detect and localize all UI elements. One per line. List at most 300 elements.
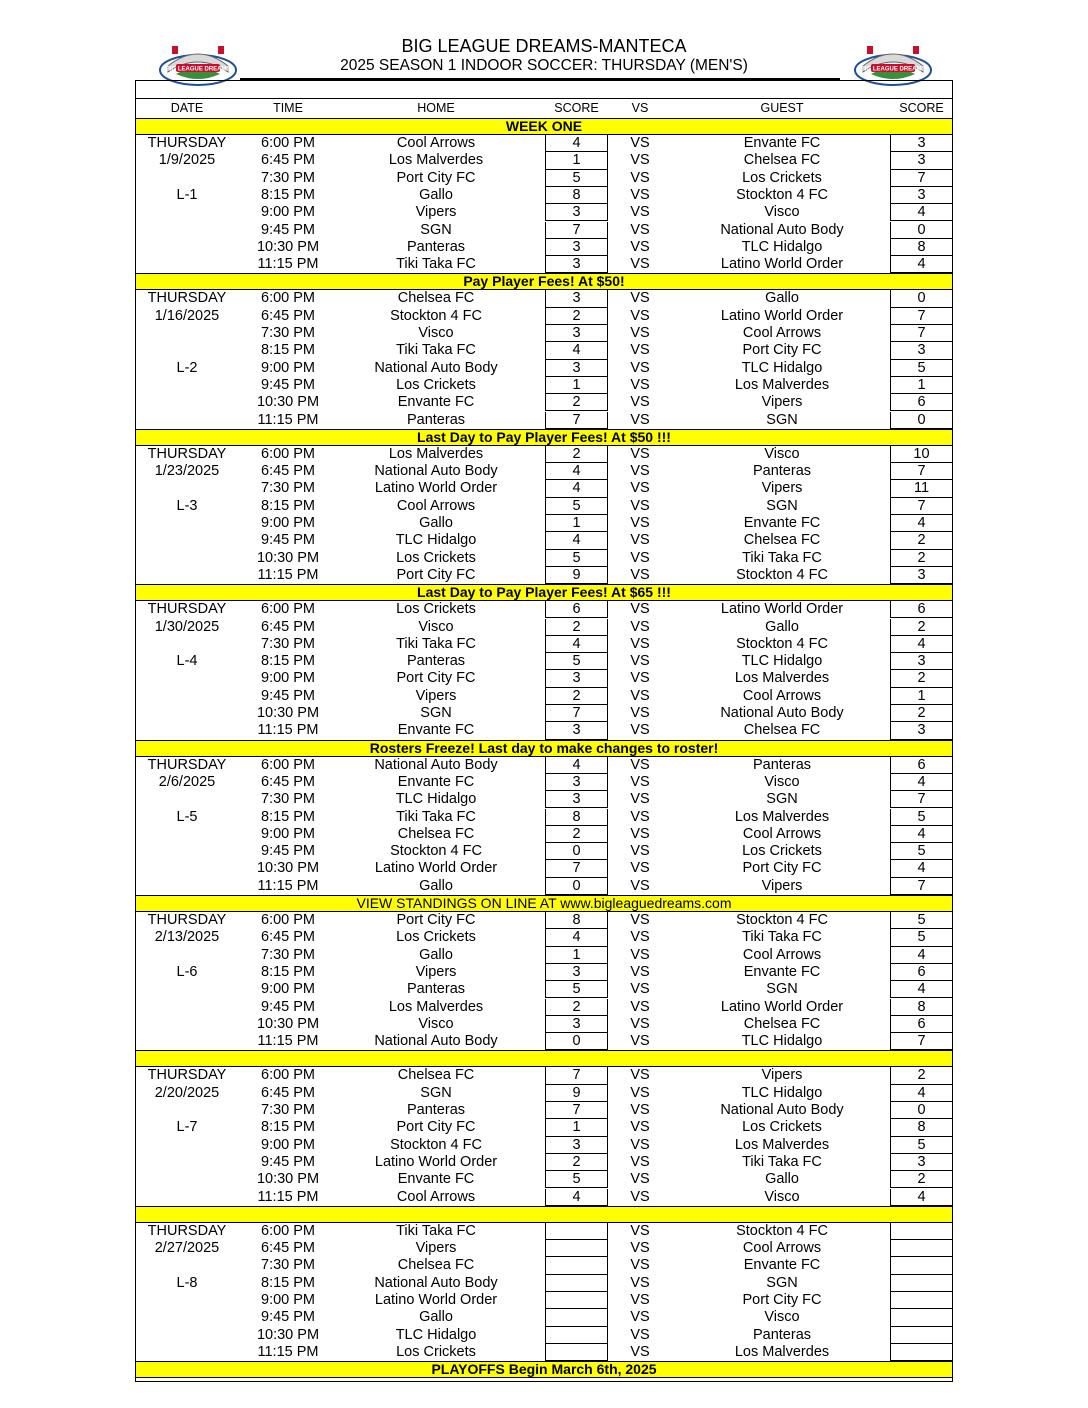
time-cell: 10:30 PM <box>256 860 320 877</box>
time-cell: 11:15 PM <box>257 1033 319 1050</box>
home-team-cell: Visco <box>418 325 454 341</box>
home-team-cell: Panteras <box>406 1102 466 1118</box>
guest-score-cell: 8 <box>890 1119 953 1136</box>
guest-team-cell: Los Malverdes <box>734 1136 830 1153</box>
game-row <box>136 1067 952 1084</box>
home-score-cell: 2 <box>545 446 608 463</box>
time-cell: 8:15 PM <box>261 808 315 825</box>
home-team-cell: SGN <box>420 1084 452 1101</box>
vs-cell: VS <box>630 601 650 618</box>
guest-team-cell: Stockton 4 FC <box>736 566 828 583</box>
time-cell: 6:45 PM <box>261 307 315 324</box>
guest-score-cell: 6 <box>890 964 953 981</box>
week-banner: Pay Player Fees! At $50! <box>136 273 952 290</box>
time-cell: 8:15 PM <box>261 653 315 670</box>
game-row <box>136 1189 952 1206</box>
time-cell: 9:45 PM <box>261 221 315 238</box>
home-score-cell: 6 <box>545 601 608 618</box>
date-cell: L-5 <box>176 808 198 825</box>
time-cell: 7:30 PM <box>261 1257 315 1274</box>
date-cell: L-6 <box>176 963 198 980</box>
guest-score-cell: 5 <box>890 929 953 946</box>
vs-cell: VS <box>630 256 650 273</box>
guest-team-cell: Visco <box>764 204 800 221</box>
vs-cell: VS <box>630 549 650 566</box>
game-row <box>136 498 952 515</box>
game-row <box>136 170 952 187</box>
home-score-cell: 4 <box>545 463 608 480</box>
home-team-cell: Los Crickets <box>396 376 476 393</box>
guest-score-cell: 7 <box>890 170 953 187</box>
date-cell: L-2 <box>176 359 198 376</box>
home-score-cell: 3 <box>545 774 608 791</box>
home-score-cell: 3 <box>545 1016 608 1033</box>
guest-team-cell: Stockton 4 FC <box>736 1222 828 1239</box>
week-banner: Last Day to Pay Player Fees! At $65 !!! <box>136 584 952 601</box>
guest-score-cell: 5 <box>890 1137 953 1154</box>
guest-score-cell: 4 <box>890 515 953 532</box>
guest-score-cell: 6 <box>890 757 953 774</box>
guest-score-cell: 8 <box>890 999 953 1016</box>
column-header-home-score: SCORE <box>554 101 599 115</box>
date-cell <box>136 1309 238 1326</box>
date-cell: 1/16/2025 <box>154 307 220 324</box>
guest-score-cell: 2 <box>890 550 953 567</box>
date-cell: THURSDAY <box>147 601 227 618</box>
home-team-cell: Visco <box>418 618 454 635</box>
guest-team-cell: Vipers <box>761 1067 803 1084</box>
home-team-cell: Gallo <box>419 946 453 963</box>
guest-score-cell: 3 <box>890 152 953 169</box>
vs-cell: VS <box>630 1119 650 1136</box>
guest-score-cell: 7 <box>890 308 953 325</box>
home-team-cell: Chelsea FC <box>397 290 475 307</box>
vs-cell: VS <box>630 515 650 531</box>
vs-cell: VS <box>630 1240 650 1257</box>
date-cell <box>136 1327 238 1344</box>
vs-cell: VS <box>630 773 650 790</box>
vs-cell: VS <box>630 1084 650 1101</box>
guest-score-cell: 0 <box>890 222 953 239</box>
column-header-vs: VS <box>631 101 649 115</box>
home-score-cell <box>545 1309 608 1326</box>
game-row <box>136 135 952 152</box>
home-team-cell: Visco <box>418 1015 454 1032</box>
vs-cell: VS <box>630 480 650 497</box>
game-row <box>136 515 952 532</box>
guest-score-cell: 2 <box>890 532 953 549</box>
vs-cell: VS <box>630 843 650 860</box>
week-banner: Rosters Freeze! Last day to make changes to roster! <box>136 740 952 757</box>
game-row <box>136 1309 952 1326</box>
game-row <box>136 1102 952 1119</box>
vs-cell: VS <box>630 532 650 549</box>
guest-team-cell: SGN <box>766 411 798 428</box>
home-score-cell: 3 <box>545 670 608 687</box>
date-cell: 1/9/2025 <box>158 152 216 169</box>
game-row <box>136 601 952 618</box>
week-banner: WEEK ONE <box>136 118 952 135</box>
home-score-cell: 9 <box>545 1085 608 1102</box>
time-cell: 9:45 PM <box>261 843 315 860</box>
home-team-cell: Vipers <box>415 1240 457 1257</box>
date-cell: 2/6/2025 <box>158 773 216 790</box>
date-cell <box>136 791 238 808</box>
home-score-cell: 8 <box>545 187 608 204</box>
home-score-cell: 2 <box>545 1154 608 1171</box>
game-row <box>136 204 952 221</box>
vs-cell: VS <box>630 912 650 928</box>
game-row <box>136 809 952 826</box>
guest-team-cell: Vipers <box>761 877 803 894</box>
vs-cell: VS <box>630 1067 650 1084</box>
vs-cell: VS <box>630 670 650 687</box>
date-cell <box>136 860 238 877</box>
home-team-cell: Gallo <box>419 186 453 203</box>
vs-cell: VS <box>630 221 650 238</box>
week-banner <box>136 1050 952 1067</box>
guest-team-cell: Visco <box>764 773 800 790</box>
guest-team-cell: TLC Hidalgo <box>741 1033 823 1050</box>
guest-team-cell: Port City FC <box>742 342 822 359</box>
home-team-cell: TLC Hidalgo <box>395 1326 477 1343</box>
guest-score-cell <box>890 1309 953 1326</box>
guest-team-cell: Port City FC <box>742 1292 822 1308</box>
guest-team-cell: Envante FC <box>743 515 821 531</box>
home-score-cell: 5 <box>545 170 608 187</box>
guest-team-cell: Chelsea FC <box>743 722 821 739</box>
game-row <box>136 152 952 169</box>
guest-team-cell: SGN <box>766 1274 798 1291</box>
game-row <box>136 705 952 722</box>
home-team-cell: Tiki Taka FC <box>396 342 476 359</box>
vs-cell: VS <box>630 687 650 704</box>
guest-score-cell <box>890 1344 953 1361</box>
vs-cell: VS <box>630 238 650 255</box>
guest-score-cell: 7 <box>890 1033 953 1050</box>
game-row <box>136 981 952 998</box>
table-top-strip <box>136 81 952 99</box>
date-cell <box>136 999 238 1016</box>
guest-score-cell: 0 <box>890 290 953 307</box>
time-cell: 8:15 PM <box>261 342 315 359</box>
time-cell: 9:00 PM <box>261 670 315 687</box>
home-score-cell: 5 <box>545 981 608 998</box>
game-row <box>136 550 952 567</box>
guest-team-cell: Panteras <box>752 1326 812 1343</box>
time-cell: 7:30 PM <box>261 946 315 963</box>
guest-team-cell: TLC Hidalgo <box>741 1084 823 1101</box>
vs-cell: VS <box>630 653 650 670</box>
guest-team-cell: TLC Hidalgo <box>741 359 823 376</box>
game-row <box>136 394 952 411</box>
time-cell: 11:15 PM <box>257 877 319 894</box>
guest-score-cell <box>890 1257 953 1274</box>
game-row <box>136 480 952 497</box>
time-cell: 6:00 PM <box>261 1222 315 1239</box>
column-header-time: TIME <box>273 101 303 115</box>
game-row <box>136 1292 952 1309</box>
vs-cell: VS <box>630 929 650 946</box>
guest-team-cell: Gallo <box>765 290 799 307</box>
home-team-cell: National Auto Body <box>374 1033 498 1050</box>
time-cell: 10:30 PM <box>256 1171 320 1188</box>
date-cell: L-7 <box>176 1119 198 1136</box>
time-cell: 10:30 PM <box>256 394 320 411</box>
time-cell: 7:30 PM <box>261 169 315 186</box>
home-team-cell: SGN <box>420 705 452 721</box>
guest-team-cell: TLC Hidalgo <box>741 653 823 670</box>
guest-team-cell: Chelsea FC <box>743 152 821 169</box>
vs-cell: VS <box>630 722 650 739</box>
home-score-cell: 4 <box>545 636 608 653</box>
home-score-cell: 3 <box>545 204 608 221</box>
date-cell <box>136 981 238 998</box>
guest-team-cell: Envante FC <box>743 1257 821 1274</box>
date-cell <box>136 342 238 359</box>
vs-cell: VS <box>630 463 650 480</box>
vs-cell: VS <box>630 342 650 359</box>
column-header-guest: GUEST <box>760 101 804 115</box>
date-cell <box>136 1102 238 1119</box>
vs-cell: VS <box>630 1274 650 1291</box>
time-cell: 11:15 PM <box>257 1343 319 1360</box>
guest-team-cell: National Auto Body <box>720 221 844 238</box>
guest-score-cell: 0 <box>890 412 953 429</box>
column-header-guest-score: SCORE <box>899 101 944 115</box>
page-header <box>0 30 1088 80</box>
home-score-cell: 7 <box>545 1067 608 1084</box>
game-row <box>136 1085 952 1102</box>
home-team-cell: Stockton 4 FC <box>390 1136 482 1153</box>
guest-score-cell: 6 <box>890 1016 953 1033</box>
time-cell: 6:45 PM <box>261 152 315 169</box>
home-team-cell: Port City FC <box>396 912 476 928</box>
guest-score-cell: 5 <box>890 843 953 860</box>
svg-text:BIG LEAGUE DREAMS: BIG LEAGUE DREAMS <box>165 66 231 73</box>
home-score-cell: 3 <box>545 1137 608 1154</box>
svg-text:BIG LEAGUE DREAMS: BIG LEAGUE DREAMS <box>860 66 926 73</box>
time-cell: 6:45 PM <box>261 463 315 480</box>
time-cell: 9:45 PM <box>261 532 315 549</box>
guest-score-cell: 4 <box>890 981 953 998</box>
guest-score-cell: 4 <box>890 256 953 273</box>
guest-score-cell <box>890 1327 953 1344</box>
time-cell: 9:00 PM <box>261 515 315 531</box>
time-cell: 8:15 PM <box>261 1119 315 1136</box>
home-team-cell: Port City FC <box>396 566 476 583</box>
date-cell: THURSDAY <box>147 445 227 462</box>
time-cell: 11:15 PM <box>257 1188 319 1205</box>
guest-team-cell: Los Malverdes <box>734 808 830 825</box>
home-score-cell: 4 <box>545 135 608 152</box>
date-cell <box>136 1292 238 1309</box>
guest-team-cell: Chelsea FC <box>743 532 821 549</box>
column-header-home: HOME <box>417 101 455 115</box>
home-score-cell: 3 <box>545 239 608 256</box>
home-team-cell: Port City FC <box>396 670 476 687</box>
vs-cell: VS <box>630 998 650 1015</box>
date-cell <box>136 412 238 429</box>
game-row <box>136 1344 952 1361</box>
time-cell: 8:15 PM <box>261 963 315 980</box>
date-cell <box>136 878 238 895</box>
guest-team-cell: Tiki Taka FC <box>742 549 822 566</box>
home-score-cell: 2 <box>545 999 608 1016</box>
date-cell <box>136 515 238 532</box>
guest-score-cell: 0 <box>890 1102 953 1119</box>
home-team-cell: Los Malverdes <box>388 998 484 1015</box>
home-score-cell <box>545 1257 608 1274</box>
guest-score-cell: 3 <box>890 135 953 152</box>
guest-team-cell: SGN <box>766 497 798 514</box>
game-row <box>136 688 952 705</box>
game-row <box>136 463 952 480</box>
time-cell: 7:30 PM <box>261 480 315 497</box>
vs-cell: VS <box>630 860 650 877</box>
game-row <box>136 878 952 895</box>
guest-score-cell: 5 <box>890 360 953 377</box>
date-cell <box>136 688 238 705</box>
guest-score-cell: 2 <box>890 1171 953 1188</box>
guest-score-cell: 1 <box>890 377 953 394</box>
vs-cell: VS <box>630 946 650 963</box>
vs-cell: VS <box>630 1292 650 1308</box>
guest-score-cell: 2 <box>890 705 953 722</box>
guest-score-cell: 3 <box>890 187 953 204</box>
guest-team-cell: Latino World Order <box>720 998 844 1015</box>
home-score-cell: 1 <box>545 515 608 532</box>
vs-cell: VS <box>630 705 650 721</box>
guest-team-cell: SGN <box>766 791 798 808</box>
game-row <box>136 947 952 964</box>
time-cell: 9:00 PM <box>261 204 315 221</box>
guest-score-cell: 6 <box>890 601 953 618</box>
guest-score-cell <box>890 1240 953 1257</box>
home-score-cell <box>545 1292 608 1309</box>
date-cell: THURSDAY <box>147 135 227 151</box>
time-cell: 9:00 PM <box>261 825 315 842</box>
guest-team-cell: Chelsea FC <box>743 1015 821 1032</box>
guest-team-cell: National Auto Body <box>720 705 844 721</box>
game-row <box>136 999 952 1016</box>
guest-score-cell: 3 <box>890 342 953 359</box>
home-team-cell: Chelsea FC <box>397 1067 475 1084</box>
time-cell: 10:30 PM <box>256 705 320 721</box>
home-team-cell: Panteras <box>406 653 466 670</box>
home-team-cell: Cool Arrows <box>396 135 476 151</box>
guest-score-cell: 4 <box>890 774 953 791</box>
game-row <box>136 929 952 946</box>
home-score-cell: 4 <box>545 757 608 774</box>
home-team-cell: Los Malverdes <box>388 152 484 169</box>
guest-team-cell: Los Crickets <box>742 169 822 186</box>
guest-team-cell: Cool Arrows <box>742 1240 822 1257</box>
date-cell <box>136 170 238 187</box>
vs-cell: VS <box>630 376 650 393</box>
game-row <box>136 722 952 739</box>
home-team-cell: Envante FC <box>397 394 475 411</box>
date-cell <box>136 722 238 739</box>
home-team-cell: Envante FC <box>397 722 475 739</box>
date-cell: L-8 <box>176 1274 198 1291</box>
time-cell: 8:15 PM <box>261 1274 315 1291</box>
guest-team-cell: Panteras <box>752 756 812 773</box>
guest-score-cell: 4 <box>890 826 953 843</box>
game-row <box>136 1137 952 1154</box>
guest-team-cell: Gallo <box>765 618 799 635</box>
game-row <box>136 653 952 670</box>
week-banner <box>136 1206 952 1223</box>
guest-score-cell: 7 <box>890 878 953 895</box>
home-team-cell: Vipers <box>415 687 457 704</box>
guest-team-cell: Cool Arrows <box>742 687 822 704</box>
home-score-cell: 2 <box>545 394 608 411</box>
date-cell <box>136 204 238 221</box>
date-cell <box>136 325 238 342</box>
guest-score-cell: 3 <box>890 567 953 584</box>
date-cell <box>136 256 238 273</box>
home-score-cell: 4 <box>545 1189 608 1206</box>
home-team-cell: Stockton 4 FC <box>390 843 482 860</box>
home-score-cell: 3 <box>545 360 608 377</box>
home-score-cell: 3 <box>545 256 608 273</box>
guest-team-cell: Tiki Taka FC <box>742 1153 822 1170</box>
column-header-row <box>136 100 952 117</box>
vs-cell: VS <box>630 877 650 894</box>
home-score-cell: 2 <box>545 619 608 636</box>
vs-cell: VS <box>630 1033 650 1050</box>
guest-score-cell: 2 <box>890 1067 953 1084</box>
guest-team-cell: Visco <box>764 1309 800 1326</box>
home-team-cell: Port City FC <box>396 169 476 186</box>
time-cell: 6:45 PM <box>261 618 315 635</box>
time-cell: 9:00 PM <box>261 981 315 998</box>
guest-team-cell: Panteras <box>752 463 812 480</box>
date-cell: 1/30/2025 <box>154 618 220 635</box>
guest-team-cell: Latino World Order <box>720 307 844 324</box>
home-score-cell: 2 <box>545 826 608 843</box>
home-team-cell: Chelsea FC <box>397 1257 475 1274</box>
date-cell <box>136 1257 238 1274</box>
home-score-cell: 9 <box>545 567 608 584</box>
home-score-cell: 7 <box>545 705 608 722</box>
date-cell <box>136 826 238 843</box>
date-cell <box>136 239 238 256</box>
date-cell <box>136 377 238 394</box>
home-team-cell: Envante FC <box>397 1171 475 1188</box>
guest-score-cell: 4 <box>890 1189 953 1206</box>
vs-cell: VS <box>630 204 650 221</box>
time-cell: 9:00 PM <box>261 1292 315 1308</box>
time-cell: 7:30 PM <box>261 1102 315 1118</box>
guest-score-cell: 6 <box>890 394 953 411</box>
game-row <box>136 670 952 687</box>
guest-score-cell: 7 <box>890 325 953 342</box>
vs-cell: VS <box>630 1343 650 1360</box>
vs-cell: VS <box>630 1309 650 1326</box>
home-score-cell: 1 <box>545 947 608 964</box>
date-cell: 2/20/2025 <box>154 1084 220 1101</box>
time-cell: 11:15 PM <box>257 411 319 428</box>
guest-score-cell: 2 <box>890 619 953 636</box>
game-row <box>136 412 952 429</box>
game-row <box>136 619 952 636</box>
vs-cell: VS <box>630 635 650 652</box>
guest-score-cell: 11 <box>890 480 953 497</box>
guest-score-cell: 7 <box>890 791 953 808</box>
home-score-cell <box>545 1344 608 1361</box>
